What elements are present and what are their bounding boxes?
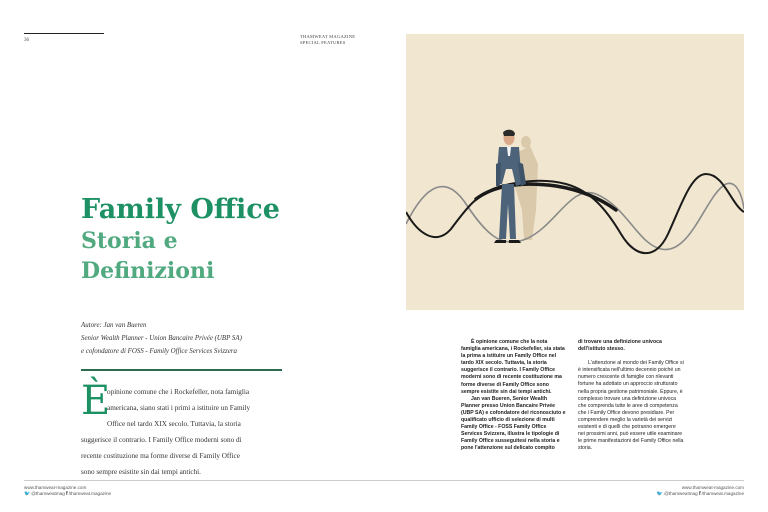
balance-bar (476, 184, 616, 210)
title-line-3: Definizioni (81, 258, 215, 284)
magazine-section: SPECIAL FEATURES (300, 40, 346, 45)
bottom-rule (24, 480, 744, 481)
title-line-1: Family Office (81, 194, 280, 225)
lede-line: suggerisce il contrario. I Family Office moderni sono di (81, 436, 242, 444)
author-byline (81, 319, 311, 358)
facebook-f-icon[interactable]: f (698, 491, 701, 498)
footer-twitter[interactable]: @thamweatmag (664, 491, 698, 497)
byline-cofounder: e cofondatore di FOSS - Family Office Services Svizzera (81, 348, 237, 355)
drop-cap: È (81, 378, 111, 424)
byline-role: Senior Wealth Planner - Union Bancaire Privée (UBP SA) (81, 335, 242, 342)
footer-right (657, 485, 744, 498)
lede-line: americana, siano stati i primi a istituire un Family (107, 404, 251, 412)
gray-wave-line (406, 183, 744, 249)
footer-twitter[interactable]: @thamweatmag (31, 491, 65, 497)
lede-line: opinione comune che i Rockefeller, nota famiglia (107, 388, 250, 396)
twitter-bird-icon[interactable]: 🐦 (24, 491, 31, 498)
illustration-man-on-wire (406, 34, 744, 310)
column-1-author-note: Jan van Bueren, Senior Wealth Planner presso Union Bancaire Privée (UBP SA) e cofondatore del riconosciuto e qualificato ufficio di selezione di multi Family Office - FOSS Family Office Services Svizzera, illustra le tipologie di Family Office susseguitesi nella storia e pone l'attenzione sul delicato compito (461, 395, 566, 452)
byline-author: Autore: Jan van Bueren (81, 322, 147, 329)
twitter-bird-icon[interactable]: 🐦 (656, 491, 664, 498)
green-divider (81, 369, 282, 371)
black-wave-line (406, 174, 744, 253)
footer-url[interactable]: www.thamweat-magazine.com (24, 485, 87, 490)
magazine-header (300, 34, 355, 46)
lede-line: sono sempre esistite sin dai tempi antichi. (81, 468, 201, 476)
footer-facebook[interactable]: /thamweat.magazine (701, 491, 744, 497)
lede-line: recente costituzione ma forme diverse di Family Office (81, 452, 240, 460)
lede-line: Office nel tardo XIX secolo. Tuttavia, la storia (107, 420, 241, 428)
body-column-2 (578, 339, 684, 452)
top-rule (24, 33, 104, 34)
title-line-2: Storia e (81, 228, 178, 254)
footer-left (24, 485, 111, 498)
footer-facebook[interactable]: /thamweat.magazine (68, 491, 112, 497)
column-2-intro-end: di trovare una definizione univoca dell'istituto stesso. (578, 339, 662, 353)
column-1-intro: È opinione comune che la nota famiglia americana, i Rockefeller, sia stata la prima a istituire un Family Office nel tardo XIX secolo. Tuttavia, la storia suggerisce il contrario. I Family Office moderni sono di recente costituzione ma forme diverse di Family Office sono sempre esistite sin dai tempi antichi. (461, 339, 565, 395)
page-number: 36 (24, 38, 29, 43)
magazine-name: THAMWEAT MAGAZINE (300, 34, 356, 39)
column-2-body: L'attenzione al mondo dei Family Office si è intensificata nell'ultimo decennio poiché un numero crescente di famiglie con rilevanti fortune ha adottato un approccio strutturato nella propria gestione patrimoniale. Eppure, è complesso trovare una definizione univoca che comprenda tutte le aree di competenza che i Family Office devono presidiare. Per comprendere meglio la varietà dei servizi esistenti e di quelli che potranno emergere nei prossimi anni, può essere utile esaminare le prime manifestazioni del Family Office nella storia. (578, 360, 684, 452)
footer-url[interactable]: www.thamweat-magazine.com (681, 485, 744, 490)
article-title (81, 194, 371, 286)
facebook-f-icon[interactable]: f (66, 491, 68, 498)
body-column-1 (461, 339, 567, 453)
illustration-svg (406, 34, 744, 310)
